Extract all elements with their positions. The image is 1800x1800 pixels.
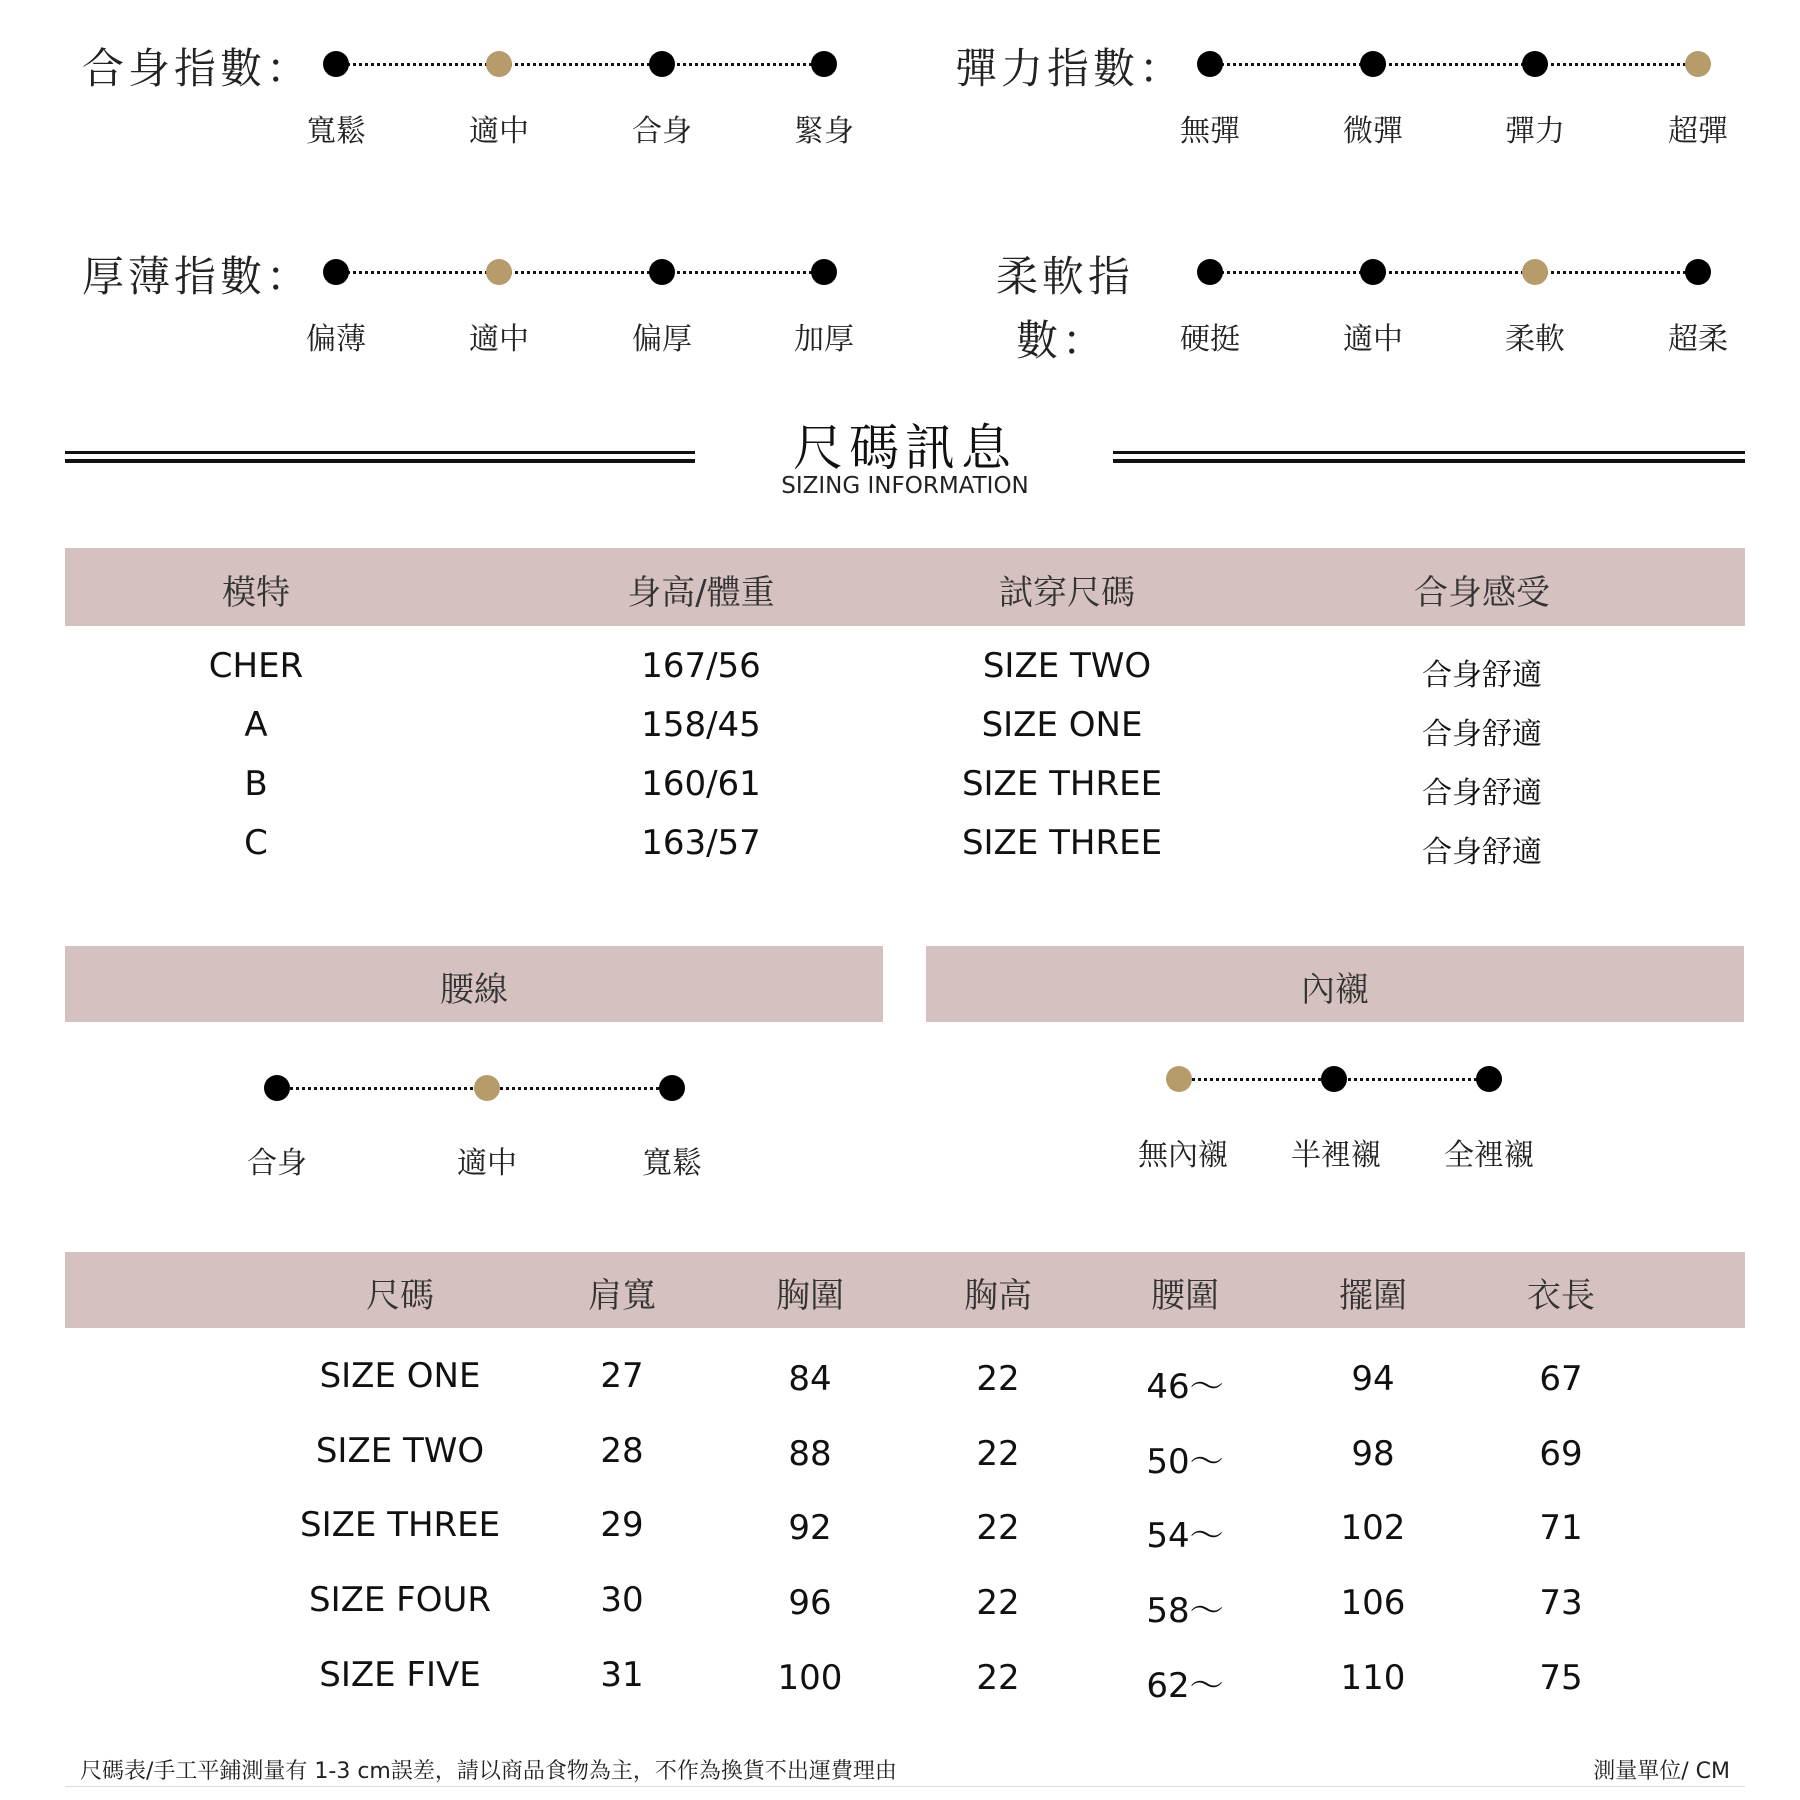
lining-dot [1321,1066,1347,1092]
measurement-note: 尺碼表/手工平鋪測量有 1-3 cm誤差，請以商品食物為主，不作為換貨不出運費理由 [80,1759,897,1784]
stretch-index-option: 超彈 [1668,114,1728,149]
model-fit-feel: 合身舒適 [1422,835,1542,870]
lining-dot [1476,1066,1502,1092]
fit-index-dot-selected [486,51,512,77]
model-fit-feel: 合身舒適 [1422,776,1542,811]
size-table-header: 胸圍 [776,1276,844,1316]
softness-index-track [1210,271,1698,274]
model-table-header: 模特 [222,573,290,613]
fit-index-option: 緊身 [794,114,854,149]
model-table-header: 合身感受 [1414,573,1550,613]
fit-index-dot [323,51,349,77]
length: 67 [1539,1359,1583,1399]
size-table-header: 胸高 [964,1276,1032,1316]
size-table-header: 尺碼 [366,1276,434,1316]
model-size: SIZE TWO [982,646,1152,686]
model-table-header: 試穿尺碼 [999,573,1135,613]
stretch-index-track [1210,63,1698,66]
size-table-header: 腰圍 [1151,1276,1219,1316]
fit-index-dot [649,51,675,77]
stretch-index-dot [1360,51,1386,77]
thickness-index-option: 偏厚 [632,322,692,357]
size-name: SIZE TWO [315,1431,485,1471]
shoulder-width: 27 [600,1356,644,1396]
divider-line [65,459,695,463]
softness-index-option: 柔軟 [1505,322,1565,357]
length: 69 [1539,1434,1583,1474]
length: 71 [1539,1508,1583,1548]
fit-index-option: 寬鬆 [306,114,366,149]
hem: 94 [1351,1359,1395,1399]
divider-line [1113,451,1745,454]
divider-line [1113,459,1745,463]
thickness-index-dot-selected [486,259,512,285]
fit-index-title: 合身指數： [82,44,313,93]
model-size: SIZE ONE [981,705,1143,745]
model-size: SIZE THREE [961,823,1163,863]
stretch-index-dot-selected [1685,51,1711,77]
size-name: SIZE FOUR [308,1580,492,1620]
model-size: SIZE THREE [961,764,1163,804]
waist-dot [659,1075,685,1101]
waist: 54～ [1146,1516,1224,1556]
model-table-header: 身高/體重 [627,573,775,613]
bust-height: 22 [976,1359,1020,1399]
softness-index-title-line2: 數： [1016,316,1109,365]
footer-divider [65,1786,1745,1787]
chest: 92 [788,1508,832,1548]
lining-option: 半裡襯 [1291,1138,1381,1173]
chest: 84 [788,1359,832,1399]
chest: 100 [777,1658,843,1698]
model-name: B [244,764,268,804]
softness-index-option: 適中 [1343,322,1403,357]
softness-index-dot-selected [1522,259,1548,285]
fit-index-option: 合身 [632,114,692,149]
thickness-index-title: 厚薄指數： [82,252,313,301]
model-name: CHER [208,646,304,686]
waist-title: 腰線 [440,970,508,1010]
softness-index-dot [1360,259,1386,285]
bust-height: 22 [976,1508,1020,1548]
waist-option: 合身 [247,1146,307,1181]
stretch-index-dot [1197,51,1223,77]
thickness-index-dot [323,259,349,285]
waist: 62～ [1146,1666,1224,1706]
size-name: SIZE FIVE [319,1655,481,1695]
shoulder-width: 31 [600,1655,644,1695]
lining-option: 全裡襯 [1444,1138,1534,1173]
thickness-index-dot [649,259,675,285]
hem: 106 [1340,1583,1406,1623]
waist: 50～ [1146,1442,1224,1482]
softness-index-option: 超柔 [1668,322,1728,357]
model-height-weight: 163/57 [641,823,761,863]
stretch-index-title: 彈力指數： [955,44,1186,93]
thickness-index-option: 加厚 [794,322,854,357]
size-table-header: 擺圍 [1339,1276,1407,1316]
size-table-header: 衣長 [1527,1276,1595,1316]
bust-height: 22 [976,1583,1020,1623]
size-table-header: 肩寬 [588,1276,656,1316]
model-fit-feel: 合身舒適 [1422,658,1542,693]
section-title: 尺碼訊息 [793,419,1017,477]
size-name: SIZE THREE [300,1505,501,1545]
hem: 110 [1340,1658,1406,1698]
section-subtitle: SIZING INFORMATION [781,473,1029,499]
lining-option: 無內襯 [1138,1138,1228,1173]
model-name: C [244,823,268,863]
lining-title: 內襯 [1301,970,1369,1010]
fit-index-dot [811,51,837,77]
chest: 88 [788,1434,832,1474]
thickness-index-track [336,271,824,274]
stretch-index-option: 無彈 [1180,114,1240,149]
divider-line [65,451,695,454]
thickness-index-dot [811,259,837,285]
hem: 98 [1351,1434,1395,1474]
thickness-index-option: 偏薄 [306,322,366,357]
softness-index-dot [1197,259,1223,285]
lining-dot-selected [1166,1066,1192,1092]
length: 75 [1539,1658,1583,1698]
stretch-index-dot [1522,51,1548,77]
waist: 46～ [1146,1367,1224,1407]
bust-height: 22 [976,1658,1020,1698]
length: 73 [1539,1583,1583,1623]
model-name: A [244,705,268,745]
waist: 58～ [1146,1591,1224,1631]
waist-dot-selected [474,1075,500,1101]
fit-index-track [336,63,824,66]
bust-height: 22 [976,1434,1020,1474]
waist-option: 適中 [457,1146,517,1181]
model-height-weight: 160/61 [641,764,761,804]
thickness-index-option: 適中 [469,322,529,357]
chest: 96 [788,1583,832,1623]
softness-index-dot [1685,259,1711,285]
shoulder-width: 29 [600,1505,644,1545]
stretch-index-option: 彈力 [1505,114,1565,149]
hem: 102 [1340,1508,1406,1548]
shoulder-width: 28 [600,1431,644,1471]
size-name: SIZE ONE [319,1356,481,1396]
softness-index-title-line1: 柔軟指 [996,252,1135,301]
waist-dot [264,1075,290,1101]
shoulder-width: 30 [600,1580,644,1620]
softness-index-option: 硬挺 [1180,322,1240,357]
model-height-weight: 158/45 [641,705,761,745]
fit-index-option: 適中 [469,114,529,149]
stretch-index-option: 微彈 [1343,114,1403,149]
model-fit-feel: 合身舒適 [1422,717,1542,752]
model-height-weight: 167/56 [641,646,761,686]
waist-option: 寬鬆 [642,1146,702,1181]
measurement-unit: 測量單位/ CM [1593,1759,1730,1784]
